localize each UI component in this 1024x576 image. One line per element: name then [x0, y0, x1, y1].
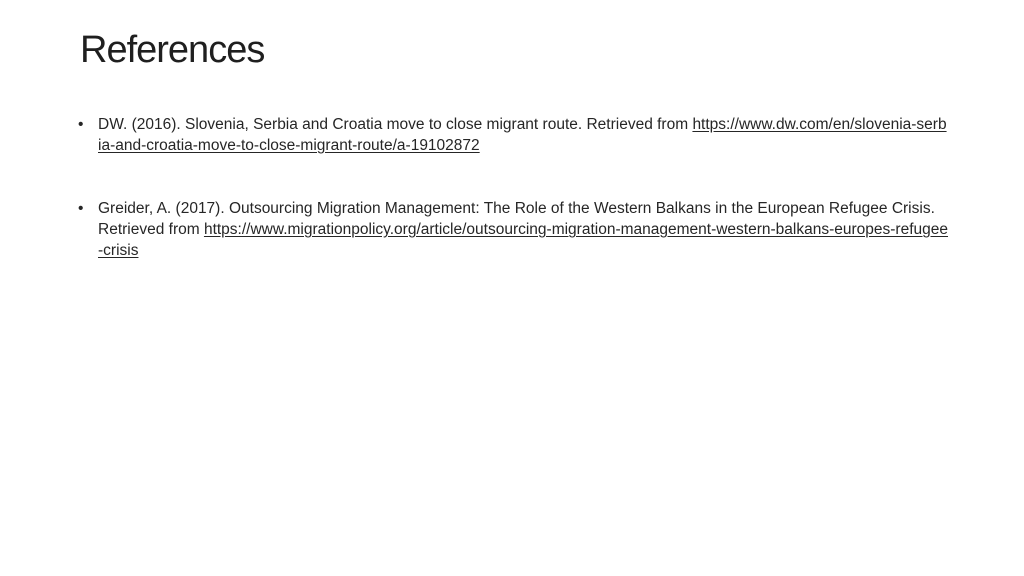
reference-link[interactable]: https://www.migrationpolicy.org/article/outsourcing-migration-management-western-balkans-europes-refugee-crisis [98, 221, 949, 259]
bullet-icon: • [78, 116, 84, 133]
reference-item [78, 198, 948, 261]
reference-link[interactable]: https://www.dw.com/en/slovenia-serbia-and-croatia-move-to-close-migrant-route/a-19102872 [98, 116, 947, 154]
reference-item [78, 114, 948, 156]
reference-text: DW. (2016). Slovenia, Serbia and Croatia move to close migrant route. Retrieved from [98, 116, 693, 133]
reference-text: Greider, A. (2017). Outsourcing Migration Management: The Role of the Western Balkans in the European Refugee Crisis. Retrieved from [98, 200, 935, 238]
reference-list [78, 114, 948, 261]
bullet-icon: • [78, 200, 84, 217]
page-title: References [80, 29, 265, 71]
